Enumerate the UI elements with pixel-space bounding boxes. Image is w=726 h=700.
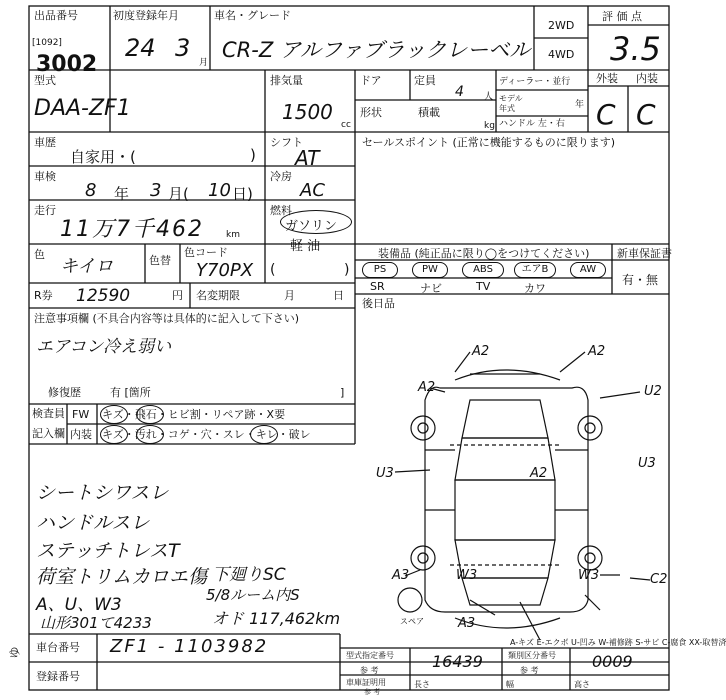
- handnote-2: ハンドルスレ: [36, 512, 150, 534]
- color-code-paren-open: (: [270, 262, 276, 278]
- title-change-day-unit: 日: [333, 289, 344, 302]
- width-label: 幅: [506, 680, 514, 689]
- displacement-unit: cc: [341, 120, 351, 130]
- color-label: 色: [34, 248, 45, 261]
- equip-navi: ナビ: [420, 282, 442, 295]
- type-label: 型式: [34, 74, 56, 87]
- mark-left-door: U3: [376, 466, 394, 481]
- drive-4wd: 4WD: [548, 48, 575, 61]
- side-mark: ゆ: [7, 646, 22, 659]
- score-value: 3.5: [610, 30, 661, 68]
- type-cert-value: 16439: [432, 652, 483, 671]
- mileage-unit: km: [226, 230, 240, 240]
- title-change-month-unit: 月: [284, 289, 295, 302]
- interior-wear-circle: [250, 425, 278, 444]
- exterior-label: 外装: [596, 72, 618, 85]
- fuel-gasoline-circle: [280, 210, 352, 234]
- handle-label: ハンドル 左・右: [499, 119, 565, 129]
- inspection-month: 3: [150, 180, 162, 201]
- handnote-7: 5/8ルーム内S: [206, 586, 300, 604]
- model-year-label-1: モデル: [499, 94, 523, 103]
- notes-value: エアコン冷え弱い: [36, 337, 172, 357]
- mark-left-rear: A3: [392, 568, 410, 583]
- color-code-paren-close: ): [344, 262, 350, 278]
- mark-rear-left-panel: W3: [456, 568, 478, 583]
- chassis-number-label: 車台番号: [36, 641, 80, 654]
- fuel-diesel: 軽 油: [290, 239, 321, 254]
- inspector-fw-items: キズ・飛石・ヒビ割・リペア跡・X要: [102, 408, 286, 421]
- equip-leather: カワ: [524, 282, 546, 295]
- mark-rear-bumper: A3: [458, 616, 476, 631]
- type-cert-label: 型式指定番号: [346, 651, 394, 660]
- equip-airbag: エアB: [514, 262, 556, 278]
- vehicle-cert-sub: 参 考: [364, 688, 381, 696]
- length-label: 長さ: [414, 680, 430, 689]
- handnote-3: ステッチトレスT: [36, 540, 180, 562]
- handnote-9: オド 117,462km: [212, 609, 341, 628]
- chassis-number-value: ZF1 - 1103982: [110, 636, 269, 657]
- color-change-label: 色替: [149, 254, 171, 267]
- repair-history-label: 修復歴: [48, 386, 81, 399]
- first-registration-label: 初度登録年月: [113, 9, 179, 22]
- inspector-label-2: 記入欄: [32, 427, 65, 440]
- fw-chip-circle: [136, 405, 164, 424]
- inspection-day: 10: [208, 180, 231, 201]
- first-registration-month: 3: [175, 34, 191, 62]
- inspector-interior-label: 内装: [70, 428, 92, 441]
- lot-number: 3002: [36, 52, 98, 77]
- equip-abs: ABS: [462, 262, 504, 278]
- equipment-label: 装備品 (純正品に限り◯をつけてください): [378, 247, 590, 260]
- class-number-value: 0009: [592, 652, 633, 671]
- load-label: 積載: [418, 106, 440, 119]
- notes-label: 注意事項欄 (不具合内容等は具体的に記入して下さい): [34, 312, 300, 325]
- fuel-gasoline: ガソリン: [285, 219, 338, 234]
- model-grade-value: CR-Z アルファブラックレーベル: [222, 38, 531, 62]
- interior-grade: C: [636, 98, 656, 131]
- fw-scratch-circle: [100, 405, 128, 424]
- equip-tv: TV: [476, 280, 491, 293]
- inspector-fw-label: FW: [72, 408, 90, 421]
- displacement-label: 排気量: [270, 74, 303, 87]
- interior-dirt-circle: [136, 425, 164, 444]
- shape-label: 形状: [360, 106, 382, 119]
- shift-label: シフト: [270, 136, 303, 149]
- equip-sr: SR: [370, 280, 385, 293]
- type-cert-sub: 参 考: [360, 666, 379, 675]
- score-label: 評 価 点: [602, 10, 642, 23]
- color-code-label: 色コード: [184, 246, 228, 259]
- recycle-label: R券: [34, 289, 53, 302]
- capacity-value: 4: [455, 84, 464, 100]
- shift-value: AT: [295, 146, 320, 170]
- model-grade-label: 車名・グレード: [214, 9, 291, 22]
- inspection-year: 8: [85, 180, 97, 201]
- height-label: 高さ: [574, 680, 590, 689]
- repair-history-close: ]: [340, 386, 345, 399]
- handnote-6: 下廻りSC: [212, 565, 286, 585]
- inspection-label: 車検: [34, 170, 56, 183]
- color-value: キイロ: [60, 256, 114, 277]
- displacement-value: 1500: [282, 100, 333, 124]
- warranty-value: 有・無: [622, 273, 659, 287]
- door-label: ドア: [360, 74, 382, 87]
- warranty-label: 新車保証書: [617, 247, 672, 260]
- car-damage-diagram: [425, 370, 588, 628]
- interior-label: 内装: [636, 72, 658, 85]
- drive-2wd: 2WD: [548, 19, 575, 32]
- mark-right-fender: U2: [644, 384, 662, 399]
- load-unit: kg: [484, 121, 495, 131]
- equip-pw: PW: [412, 262, 448, 278]
- vehicle-cert-label: 車庫証明用: [346, 678, 386, 687]
- history-value: 自家用・(: [70, 148, 136, 166]
- aircon-value: AC: [300, 180, 325, 201]
- interior-scratch-circle: [100, 425, 128, 444]
- history-close: ): [250, 146, 256, 164]
- capacity-unit: 人: [484, 92, 494, 102]
- aircon-label: 冷房: [270, 170, 292, 183]
- type-value: DAA-ZF1: [34, 96, 131, 121]
- mark-roof: A2: [530, 466, 548, 481]
- model-year-unit: 年: [575, 100, 585, 110]
- history-label: 車歴: [34, 136, 56, 149]
- mark-rear-right-panel: W3: [578, 568, 600, 583]
- first-registration-year: 24: [125, 34, 156, 62]
- mark-right-rear: C2: [650, 572, 668, 587]
- sales-point-label: セールスポイント (正常に機能するものに限ります): [362, 136, 616, 149]
- handnote-8: 山形301て4233: [40, 614, 152, 632]
- class-number-label: 類別区分番号: [508, 651, 556, 660]
- class-number-sub: 参 考: [520, 666, 539, 675]
- inspection-year-unit: 年: [114, 185, 130, 203]
- handnote-5: A、U、W3: [36, 595, 122, 615]
- spare-tire-label: スペア: [400, 617, 424, 626]
- registration-number-label: 登録番号: [36, 670, 80, 683]
- color-code-value: Y70PX: [196, 260, 254, 281]
- inspection-day-unit: 日): [232, 185, 253, 203]
- first-registration-month-unit: 月: [199, 58, 209, 68]
- equip-ps: PS: [362, 262, 398, 278]
- model-year-label-2: 年式: [499, 104, 515, 113]
- dealer-label: ディーラー・並行: [499, 77, 571, 87]
- handnote-1: シートシワスレ: [36, 482, 169, 504]
- capacity-label: 定員: [414, 74, 436, 87]
- recycle-unit: 円: [172, 289, 183, 302]
- rear-items-label: 後日品: [362, 297, 395, 310]
- exterior-grade: C: [596, 98, 616, 131]
- mark-right-door: U3: [638, 456, 656, 471]
- mark-front-left: A2: [472, 344, 490, 359]
- lot-number-sub: [1092]: [32, 38, 62, 48]
- mileage-label: 走行: [34, 204, 56, 217]
- repair-history-value: 有 [箇所: [110, 386, 151, 399]
- fuel-label: 燃料: [270, 204, 292, 217]
- damage-legend: A-キズ E-エクボ U-凹み W-補修跡 S-サビ C-腐食 XX-取替済: [510, 638, 726, 647]
- title-change-label: 名変期限: [196, 289, 240, 302]
- inspection-month-unit: 月(: [168, 185, 189, 203]
- mark-front-right: A2: [588, 344, 606, 359]
- mileage-value: 11万7千462: [60, 217, 204, 242]
- inspector-label-1: 検査員: [32, 407, 65, 420]
- inspector-interior-items: キズ・汚れ・コゲ・穴・スレ・キレ・破レ: [102, 428, 311, 441]
- equip-aw: AW: [570, 262, 606, 278]
- lot-number-label: 出品番号: [34, 9, 78, 22]
- recycle-value: 12590: [76, 286, 131, 306]
- handnote-4: 荷室トリムカロエ傷: [36, 566, 208, 588]
- mark-left-fender: A2: [418, 380, 436, 395]
